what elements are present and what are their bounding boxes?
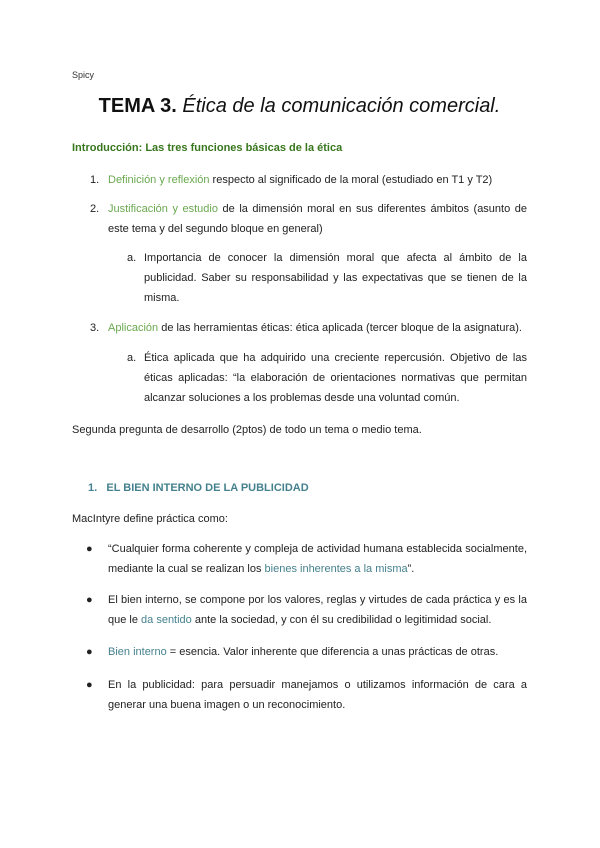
exam-note: Segunda pregunta de desarrollo (2ptos) de todo un tema o medio tema. xyxy=(72,424,422,436)
bullet-icon: ● xyxy=(86,543,93,555)
bullet-text: El bien interno, se compone por los valores, reglas y virtudes de cada práctica y es la que le xyxy=(108,594,527,626)
item-highlight: Justificación y estudio xyxy=(108,203,218,215)
bullet-highlight: bienes inherentes a la misma xyxy=(264,563,408,575)
bullet-icon: ● xyxy=(86,679,93,691)
list-marker: 1. xyxy=(90,174,100,186)
section-heading xyxy=(88,478,309,498)
title-number: TEMA 3. xyxy=(98,95,177,117)
page-title xyxy=(72,92,527,120)
sub-list-item: Importancia de conocer la dimensión moral que afecta al ámbito de la publicidad. Saber su responsabilidad y las expectativas que se tienen de la misma. xyxy=(144,252,527,304)
list-marker: 3. xyxy=(90,322,100,334)
section-lead: MacIntyre define práctica como: xyxy=(72,513,228,525)
item-highlight: Definición y reflexión xyxy=(108,174,210,186)
bullet-highlight: da sentido xyxy=(141,614,192,626)
sub-list-marker: a. xyxy=(127,252,137,264)
item-text: respecto al significado de la moral (estudiado en T1 y T2) xyxy=(209,174,493,186)
bullet-icon: ● xyxy=(86,594,93,606)
section-marker: 1. xyxy=(88,482,98,494)
bullet-text: “Cualquier forma coherente y compleja de actividad humana establecida socialmente, mediante la cual se realizan los xyxy=(108,543,527,575)
list-item xyxy=(108,539,527,579)
list-item xyxy=(108,675,527,715)
bullet-icon: ● xyxy=(86,646,93,658)
list-marker: 2. xyxy=(90,203,100,215)
bullet-text-end: ”. xyxy=(407,563,415,575)
author-label: Spicy xyxy=(72,70,95,80)
sub-list-item: Ética aplicada que ha adquirido una creciente repercusión. Objetivo de las éticas aplicadas: “la elaboración de orientaciones normativas que permitan alcanzar soluciones a los problemas desde una voluntad común. xyxy=(144,352,527,404)
bullet-text-end: ante la sociedad, y con él su credibilidad o legitimidad social. xyxy=(191,614,492,626)
list-item xyxy=(108,642,527,662)
title-text: Ética de la comunicación comercial. xyxy=(182,95,501,117)
item-text: de la dimensión moral en sus diferentes ámbitos (asunto de este tema y del segundo bloque en general) xyxy=(108,203,527,235)
item-text: de las herramientas éticas: ética aplicada (tercer bloque de la asignatura). xyxy=(158,322,522,334)
list-item xyxy=(108,199,527,239)
item-highlight: Aplicación xyxy=(108,322,159,334)
list-item xyxy=(108,318,528,338)
list-item xyxy=(108,170,528,190)
bullet-highlight: Bien interno xyxy=(108,646,167,658)
section-title: EL BIEN INTERNO DE LA PUBLICIDAD xyxy=(106,482,309,494)
intro-heading: Introducción: Las tres funciones básicas de la ética xyxy=(72,142,343,154)
bullet-text: En la publicidad: para persuadir manejamos o utilizamos información de cara a generar una buena imagen o un reconocimiento. xyxy=(108,679,527,711)
list-item xyxy=(108,590,527,630)
sub-list-marker: a. xyxy=(127,352,137,364)
bullet-text-end: = esencia. Valor inherente que diferencia a unas prácticas de otras. xyxy=(166,646,499,658)
